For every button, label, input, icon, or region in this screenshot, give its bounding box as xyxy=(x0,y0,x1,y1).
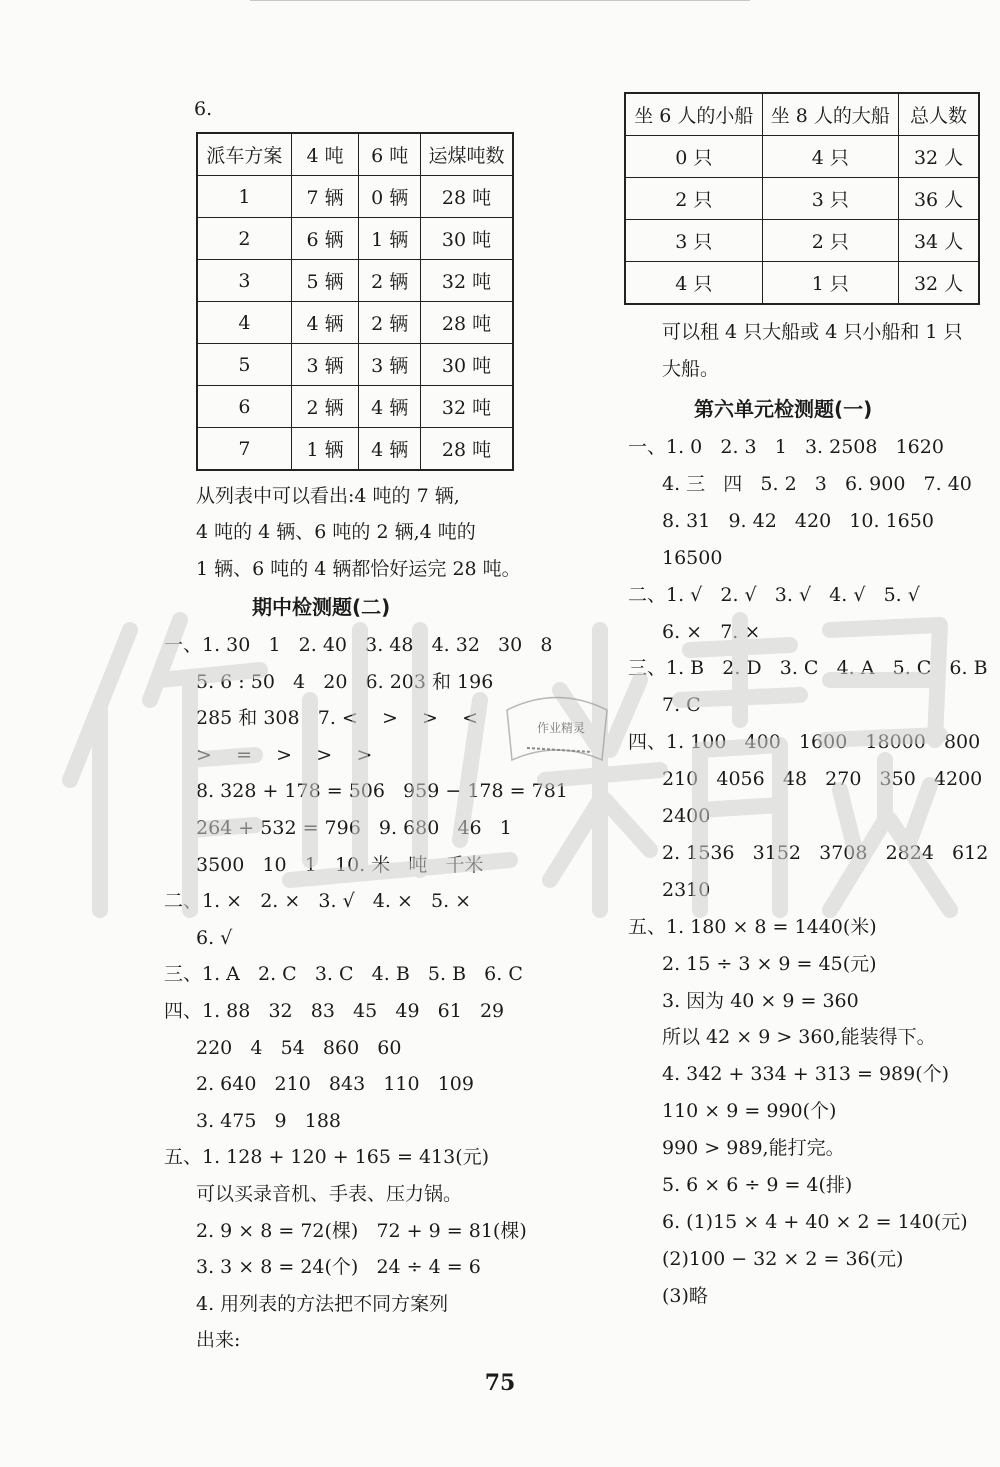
stamp-text: 作业精灵 xyxy=(537,721,586,735)
table-row xyxy=(625,136,979,178)
table-cell: 4 辆 xyxy=(359,428,421,471)
answer-line: 4. 三 四 5. 2 3 6. 900 7. 40 xyxy=(662,473,972,495)
table-cell: 3 只 xyxy=(625,220,762,262)
answer-line: 7. C xyxy=(662,694,701,716)
table-row xyxy=(197,302,513,344)
table-cell: 2 只 xyxy=(762,220,899,262)
answer-line: 2. 640 210 843 110 109 xyxy=(196,1073,474,1095)
answer-line: 16500 xyxy=(662,547,723,569)
table-cell: 2 辆 xyxy=(359,302,421,344)
table-cell: 2 辆 xyxy=(291,386,359,428)
table-cell: 2 辆 xyxy=(359,260,421,302)
answer-line: 三、1. A 2. C 3. C 4. B 5. B 6. C xyxy=(164,963,523,985)
table-cell: 2 xyxy=(197,218,291,260)
page-number: 75 xyxy=(484,1370,516,1396)
table-cell: 4 只 xyxy=(625,262,762,305)
answer-line: 6. √ xyxy=(196,927,233,949)
table-cell: 0 辆 xyxy=(359,176,421,218)
table-cell: 28 吨 xyxy=(421,302,513,344)
section-title-midterm: 期中检测题(二) xyxy=(252,595,391,619)
table-row xyxy=(197,218,513,260)
table-cell: 4 辆 xyxy=(359,386,421,428)
answer-line: 可以买录音机、手表、压力锅。 xyxy=(196,1183,463,1205)
answer-line: 2. 9 × 8 = 72(棵) 72 + 9 = 81(棵) xyxy=(196,1220,527,1242)
table-cell: 2 只 xyxy=(625,178,762,220)
answer-line: 五、1. 180 × 8 = 1440(米) xyxy=(628,916,877,938)
table-cell: 3 只 xyxy=(762,178,899,220)
table-cell: 1 只 xyxy=(762,262,899,305)
answer-line: 3. 475 9 188 xyxy=(196,1110,342,1132)
table-cell: 30 吨 xyxy=(421,218,513,260)
table-row xyxy=(625,178,979,220)
table-cell: 32 人 xyxy=(899,136,979,178)
table-header-cell: 派车方案 xyxy=(197,133,291,176)
table-cell: 3 辆 xyxy=(291,344,359,386)
table-header-cell: 4 吨 xyxy=(291,133,359,176)
answer-line: 210 4056 48 270 350 4200 xyxy=(662,768,983,790)
table-cell: 1 辆 xyxy=(359,218,421,260)
table-header-cell: 坐 6 人的小船 xyxy=(625,93,762,136)
question-6-label: 6. xyxy=(194,98,213,120)
table-cell: 7 辆 xyxy=(291,176,359,218)
section-title-unit6: 第六单元检测题(一) xyxy=(694,397,873,421)
answer-line: 2. 1536 3152 3708 2824 612 xyxy=(662,842,989,864)
table-row xyxy=(197,176,513,218)
answer-line: 6. (1)15 × 4 + 40 × 2 = 140(元) xyxy=(662,1211,968,1233)
table-header-cell: 6 吨 xyxy=(359,133,421,176)
table-row xyxy=(625,220,979,262)
answer-line: 一、1. 0 2. 3 1 3. 2508 1620 xyxy=(628,436,944,458)
table-row xyxy=(197,428,513,471)
truck-plan-table xyxy=(196,132,514,471)
table-cell: 3 xyxy=(197,260,291,302)
table-header-cell: 坐 8 人的大船 xyxy=(762,93,899,136)
boat-rental-table xyxy=(624,92,980,305)
answer-line: 8. 31 9. 42 420 10. 1650 xyxy=(662,510,934,532)
answer-line: 285 和 308 7. < > > < xyxy=(196,707,479,729)
table-cell: 7 xyxy=(197,428,291,471)
answer-line: 三、1. B 2. D 3. C 4. A 5. C 6. B xyxy=(628,657,988,679)
answer-line: 四、1. 100 400 1600 18000 800 xyxy=(628,731,981,753)
table-cell: 6 xyxy=(197,386,291,428)
table-cell: 0 只 xyxy=(625,136,762,178)
table-row xyxy=(625,262,979,305)
answer-line: 五、1. 128 + 120 + 165 = 413(元) xyxy=(164,1146,490,1168)
answer-line: 出来: xyxy=(196,1329,241,1351)
answer-line: 5. 6 × 6 ÷ 9 = 4(排) xyxy=(662,1174,853,1196)
table-cell: 5 辆 xyxy=(291,260,359,302)
table-header-cell: 总人数 xyxy=(899,93,979,136)
table-cell: 3 辆 xyxy=(359,344,421,386)
answer-line: 一、1. 30 1 2. 40 3. 48 4. 32 30 8 xyxy=(164,634,553,656)
answer-line: 2. 15 ÷ 3 × 9 = 45(元) xyxy=(662,953,877,975)
conclusion-line-2: 4 吨的 4 辆、6 吨的 2 辆,4 吨的 xyxy=(196,521,476,543)
conclusion-line-1: 从列表中可以看出:4 吨的 7 辆, xyxy=(196,485,460,507)
answer-line: 4. 342 + 334 + 313 = 989(个) xyxy=(662,1063,950,1085)
answer-line: 3. 因为 40 × 9 = 360 xyxy=(662,990,859,1012)
answer-line: 264 + 532 = 796 9. 680 46 1 xyxy=(196,817,512,839)
table-cell: 4 只 xyxy=(762,136,899,178)
table-row xyxy=(197,260,513,302)
table-row xyxy=(197,386,513,428)
answer-line: 四、1. 88 32 83 45 49 61 29 xyxy=(164,1000,505,1022)
table-cell: 1 辆 xyxy=(291,428,359,471)
table-cell: 28 吨 xyxy=(421,428,513,471)
table-row xyxy=(197,344,513,386)
watermark-stamp xyxy=(502,680,612,770)
table-cell: 36 人 xyxy=(899,178,979,220)
answer-line: 8. 328 + 178 = 506 959 − 178 = 781 xyxy=(196,780,568,802)
answer-line: (2)100 − 32 × 2 = 36(元) xyxy=(662,1248,904,1270)
answer-line: 3. 3 × 8 = 24(个) 24 ÷ 4 = 6 xyxy=(196,1256,481,1278)
table-cell: 5 xyxy=(197,344,291,386)
answer-line: 990 > 989,能打完。 xyxy=(662,1137,845,1159)
table-cell: 4 辆 xyxy=(291,302,359,344)
table-cell: 4 xyxy=(197,302,291,344)
answer-line: 3500 10 1 10. 米 吨 千米 xyxy=(196,854,484,876)
answer-line: 5. 6 : 50 4 20 6. 203 和 196 xyxy=(196,671,494,693)
answer-line: 6. × 7. × xyxy=(662,621,761,643)
table-cell: 1 xyxy=(197,176,291,218)
boat-answer-line-1: 可以租 4 只大船或 4 只小船和 1 只 xyxy=(662,321,963,343)
top-rule xyxy=(250,0,750,1)
table-header-row xyxy=(197,133,513,176)
conclusion-line-3: 1 辆、6 吨的 4 辆都恰好运完 28 吨。 xyxy=(196,558,521,580)
table-cell: 6 辆 xyxy=(291,218,359,260)
table-cell: 28 吨 xyxy=(421,176,513,218)
answer-line: 所以 42 × 9 > 360,能装得下。 xyxy=(662,1026,936,1048)
table-cell: 32 吨 xyxy=(421,386,513,428)
table-cell: 34 人 xyxy=(899,220,979,262)
table-cell: 30 吨 xyxy=(421,344,513,386)
table-header-row xyxy=(625,93,979,136)
boat-answer-line-2: 大船。 xyxy=(662,358,720,380)
answer-line: 二、1. × 2. × 3. √ 4. × 5. × xyxy=(164,890,472,912)
answer-line: 二、1. √ 2. √ 3. √ 4. √ 5. √ xyxy=(628,584,920,606)
answer-line: 220 4 54 860 60 xyxy=(196,1037,402,1059)
answer-line: 4. 用列表的方法把不同方案列 xyxy=(196,1293,449,1315)
table-header-cell: 运煤吨数 xyxy=(421,133,513,176)
answer-line: 110 × 9 = 990(个) xyxy=(662,1100,837,1122)
answer-line: 2400 xyxy=(662,805,711,827)
answer-line: > = > > > xyxy=(196,744,373,766)
answer-line: (3)略 xyxy=(662,1285,708,1307)
answer-line: 2310 xyxy=(662,879,711,901)
table-cell: 32 人 xyxy=(899,262,979,305)
table-cell: 32 吨 xyxy=(421,260,513,302)
